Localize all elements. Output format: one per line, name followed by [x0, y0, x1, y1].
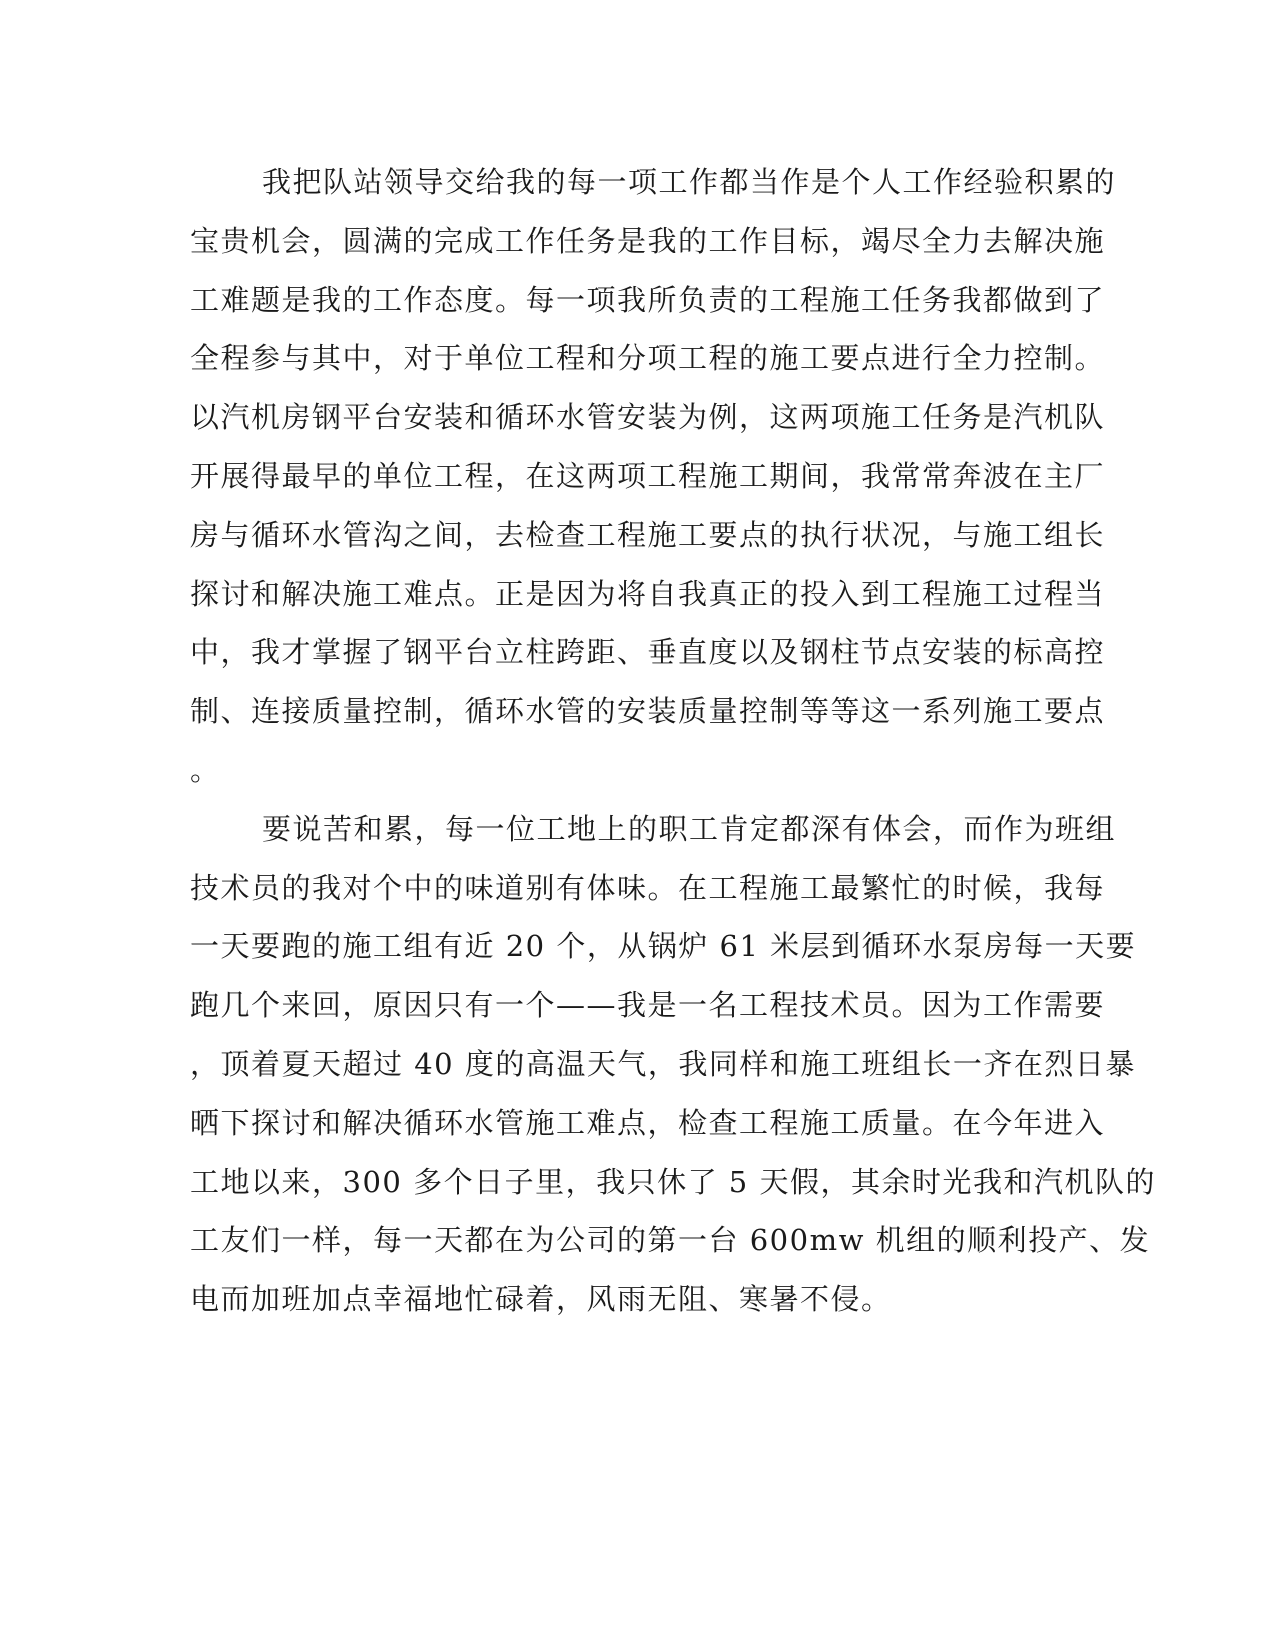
text-line: 一天要跑的施工组有近 20 个，从锅炉 61 米层到循环水泵房每一天要: [190, 929, 1137, 963]
text-line: 跑几个来回，原因只有一个——我是一名工程技术员。因为工作需要: [190, 988, 1106, 1022]
text-line: 探讨和解决施工难点。正是因为将自我真正的投入到工程施工过程当: [190, 577, 1106, 611]
text-line: 要说苦和累，每一位工地上的职工肯定都深有体会，而作为班组: [262, 812, 1117, 846]
text-line: 晒下探讨和解决循环水管施工难点，检查工程施工质量。在今年进入: [190, 1106, 1106, 1140]
text-line: 以汽机房钢平台安装和循环水管安装为例，这两项施工任务是汽机队: [190, 400, 1106, 434]
text-line: 房与循环水管沟之间，去检查工程施工要点的执行状况，与施工组长: [190, 518, 1106, 552]
text-line: 工地以来，300 多个日子里，我只休了 5 天假，其余时光我和汽机队的: [190, 1165, 1156, 1199]
text-line: 电而加班加点幸福地忙碌着，风雨无阻、寒暑不侵。: [190, 1282, 892, 1316]
text-line: 工难题是我的工作态度。每一项我所负责的工程施工任务我都做到了: [190, 283, 1106, 317]
text-line: 开展得最早的单位工程，在这两项工程施工期间，我常常奔波在主厂: [190, 459, 1106, 493]
text-line: 宝贵机会，圆满的完成工作任务是我的工作目标，竭尽全力去解决施: [190, 224, 1106, 258]
text-line: 。: [190, 753, 221, 787]
text-line: 技术员的我对个中的味道别有体味。在工程施工最繁忙的时候，我每: [190, 871, 1106, 905]
text-line: 制、连接质量控制，循环水管的安装质量控制等等这一系列施工要点: [190, 694, 1106, 728]
text-line: 中，我才掌握了钢平台立柱跨距、垂直度以及钢柱节点安装的标高控: [190, 635, 1106, 669]
text-line: ，顶着夏天超过 40 度的高温天气，我同样和施工班组长一齐在烈日暴: [190, 1047, 1136, 1081]
text-line: 我把队站领导交给我的每一项工作都当作是个人工作经验积累的: [262, 165, 1117, 199]
text-line: 全程参与其中，对于单位工程和分项工程的施工要点进行全力控制。: [190, 341, 1106, 375]
text-line: 工友们一样，每一天都在为公司的第一台 600mw 机组的顺利投产、发: [190, 1223, 1151, 1257]
